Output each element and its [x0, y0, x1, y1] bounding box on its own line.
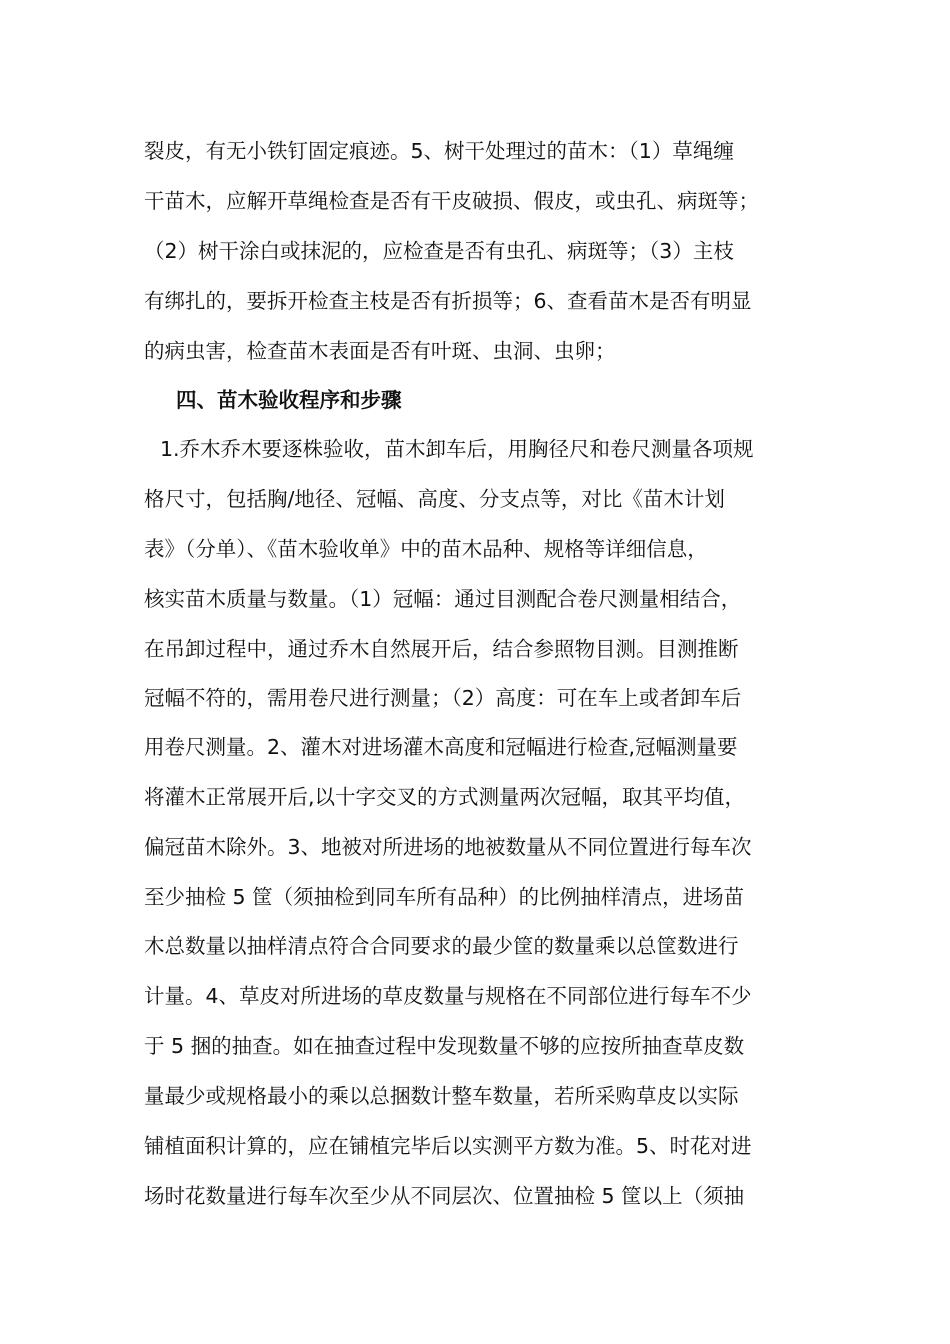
- paragraph-line: 的病虫害，检查苗木表面是否有叶斑、虫洞、虫卵；: [144, 339, 616, 363]
- paragraph-line: 于 5 捆的抽查。如在抽查过程中发现数量不够的应按所抽查草皮数: [144, 1034, 745, 1058]
- paragraph-line: 将灌木正常展开后,以十字交叉的方式测量两次冠幅，取其平均值，: [144, 785, 746, 809]
- paragraph-line: 偏冠苗木除外。3、地被对所进场的地被数量从不同位置进行每车次: [144, 835, 752, 859]
- paragraph-line: 至少抽检 5 筐（须抽检到同车所有品种）的比例抽样清点，进场苗: [144, 885, 745, 909]
- paragraph-line: 有绑扎的，要拆开检查主枝是否有折损等；6、查看苗木是否有明显: [144, 289, 752, 313]
- paragraph-line: 1.乔木乔木要逐株验收，苗木卸车后，用胸径尺和卷尺测量各项规: [160, 437, 754, 461]
- paragraph-line: 木总数量以抽样清点符合合同要求的最少筐的数量乘以总筐数进行: [144, 934, 739, 958]
- paragraph-line: 冠幅不符的，需用卷尺进行测量；（2）高度：可在车上或者卸车后: [144, 686, 742, 710]
- paragraph-line: 在吊卸过程中，通过乔木自然展开后，结合参照物目测。目测推断: [144, 637, 739, 661]
- paragraph-line: （2）树干涂白或抹泥的，应检查是否有虫孔、病斑等；（3）主枝: [144, 239, 734, 263]
- paragraph-line: 表》（分单）、《苗木验收单》中的苗木品种、规格等详细信息，: [144, 537, 708, 561]
- paragraph-line: 裂皮，有无小铁钉固定痕迹。5、树干处理过的苗木：（1）草绳缠: [144, 139, 734, 163]
- section-heading: 四、苗木验收程序和步骤: [176, 388, 402, 412]
- paragraph-line: 格尺寸，包括胸/地径、冠幅、高度、分支点等，对比《苗木计划: [144, 487, 725, 511]
- paragraph-line: 量最少或规格最小的乘以总捆数计整车数量，若所采购草皮以实际: [144, 1084, 739, 1108]
- paragraph-line: 用卷尺测量。2、灌木对进场灌木高度和冠幅进行检查,冠幅测量要: [144, 735, 738, 759]
- paragraph-line: 计量。4、草皮对所进场的草皮数量与规格在不同部位进行每车不少: [144, 984, 752, 1008]
- paragraph-line: 核实苗木质量与数量。（1）冠幅：通过目测配合卷尺测量相结合，: [144, 587, 742, 611]
- paragraph-line: 干苗木，应解开草绳检查是否有干皮破损、假皮，或虫孔、病斑等；: [144, 189, 759, 213]
- paragraph-line: 铺植面积计算的，应在铺植完毕后以实测平方数为准。5、时花对进: [144, 1134, 752, 1158]
- paragraph-line: 场时花数量进行每车次至少从不同层次、位置抽检 5 筐以上（须抽: [144, 1184, 745, 1208]
